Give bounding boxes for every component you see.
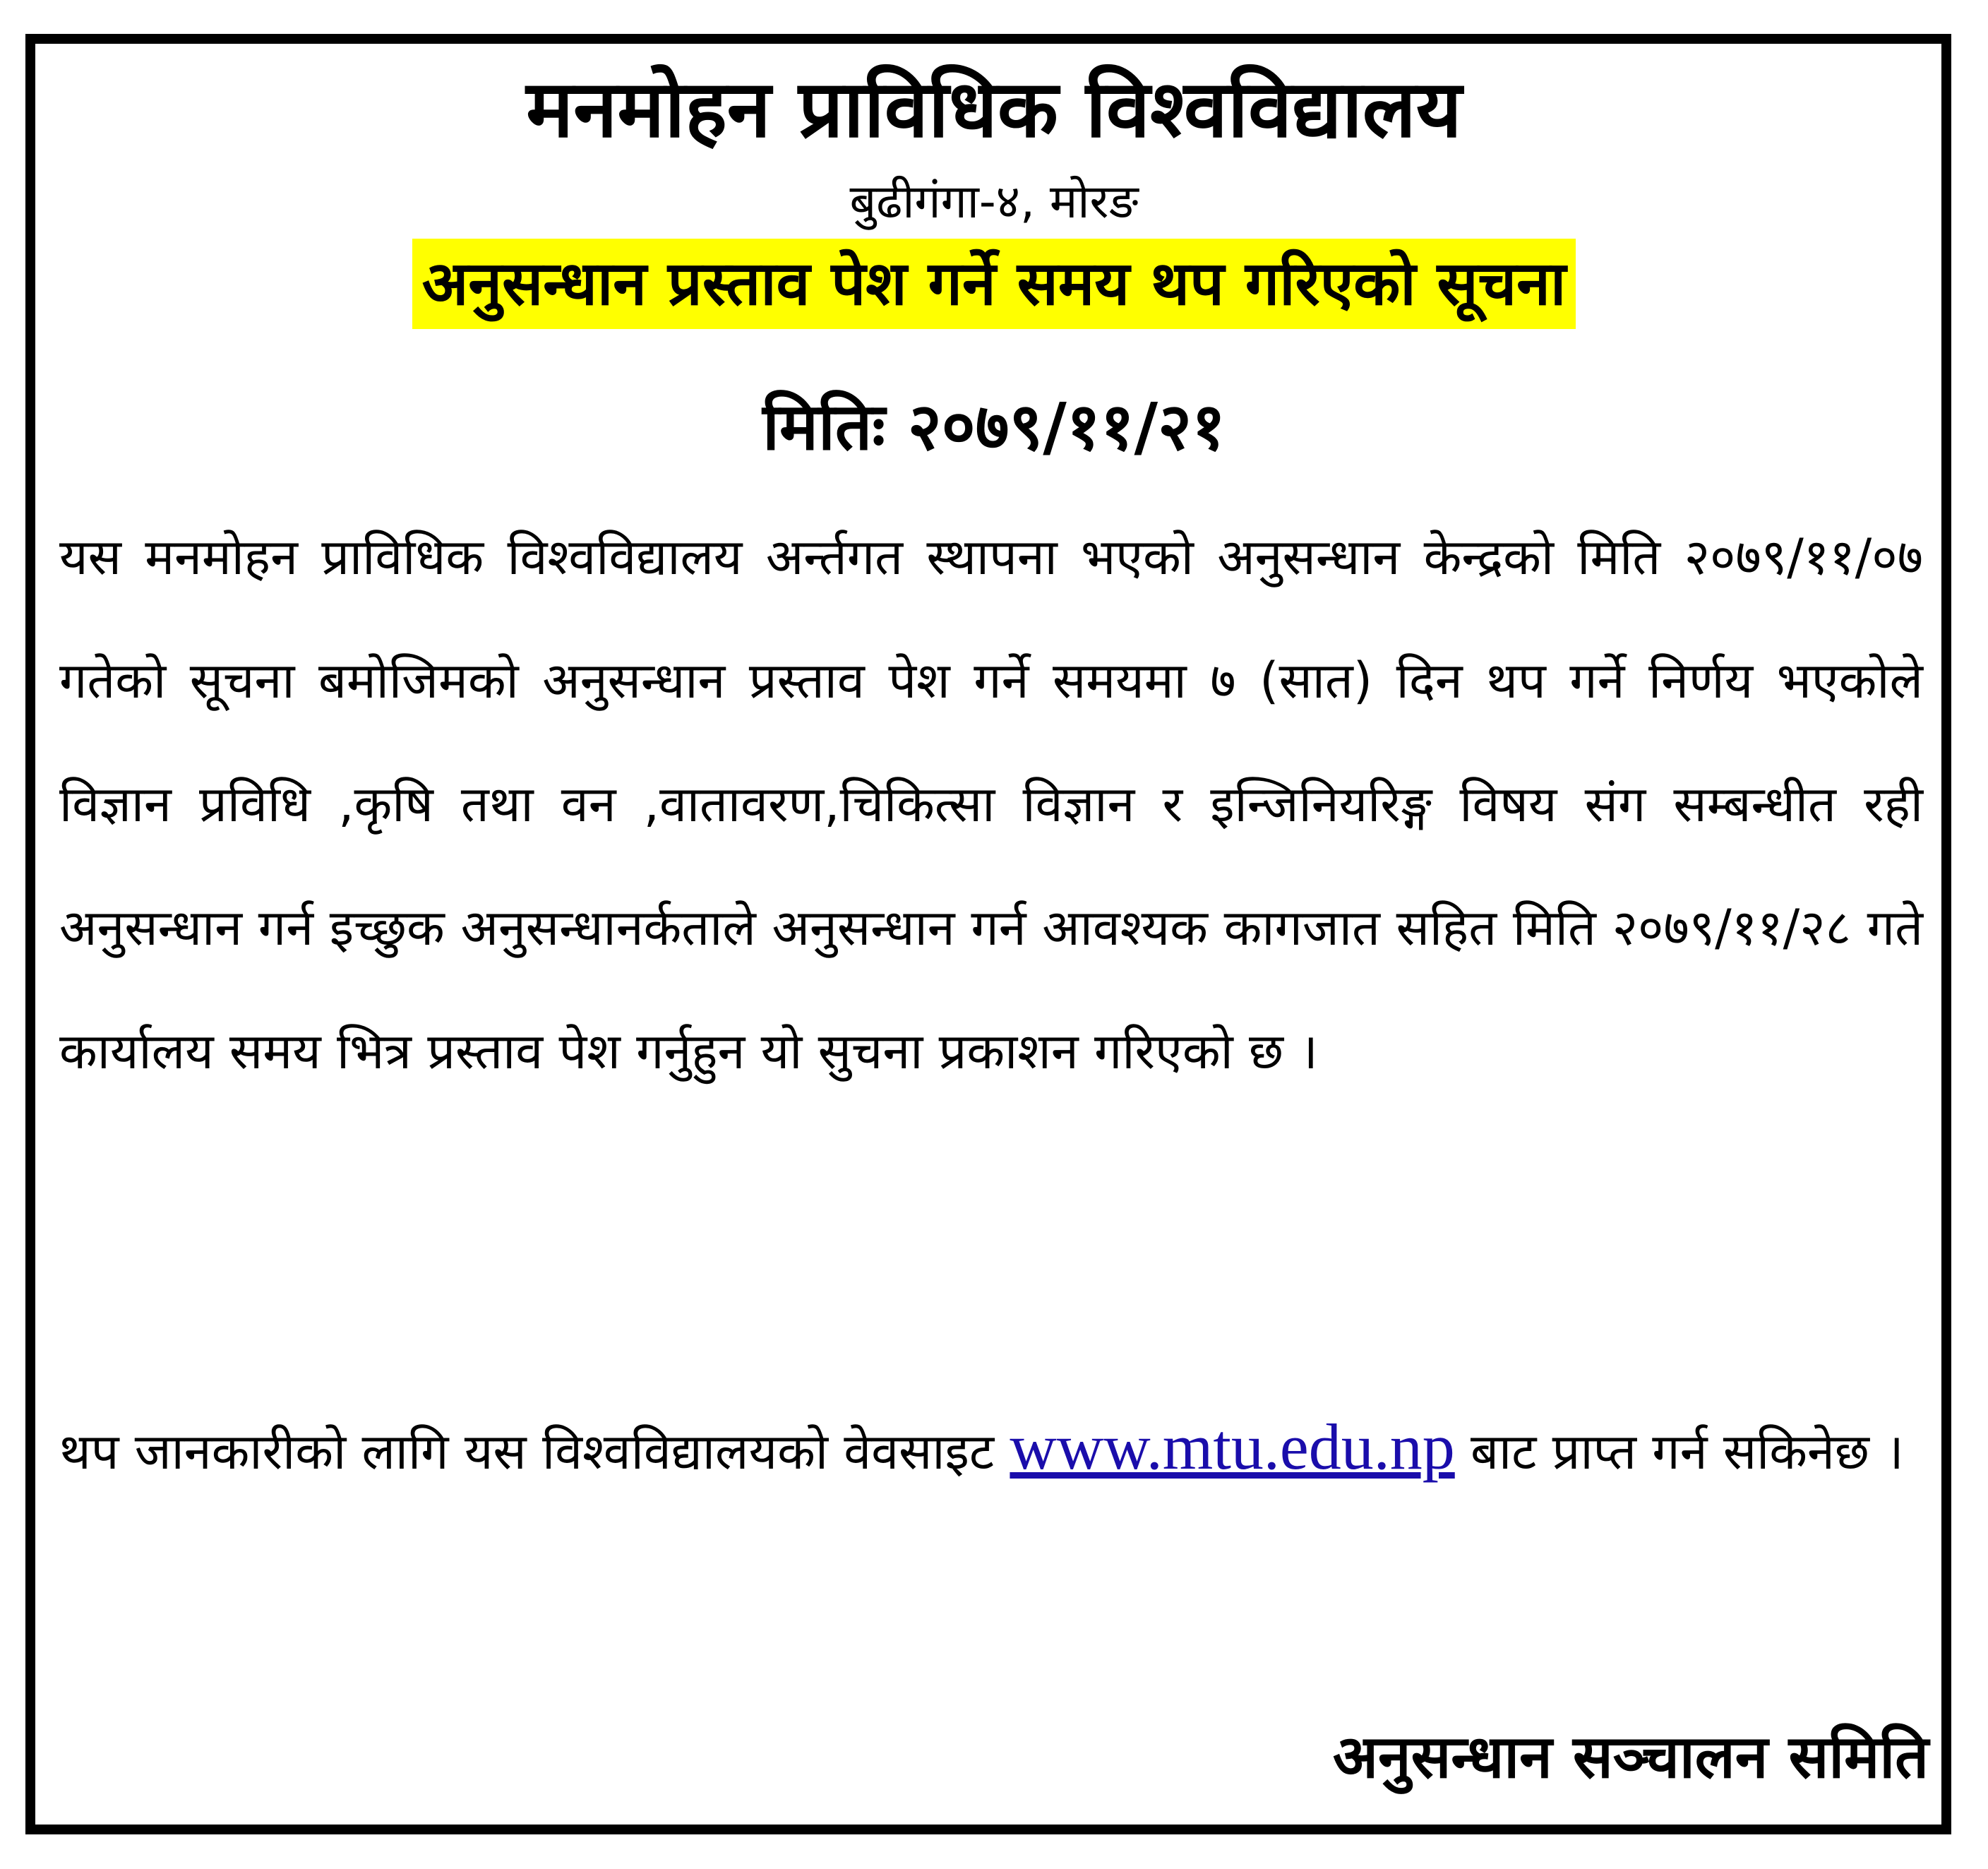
notice-body-paragraph: यस मनमोहन प्राविधिक विश्वविद्यालय अर्न्तगत स्थापना भएको अनुसन्धान केन्द्रको मिति २०७९/११/०७ गतेको सूचना बमोजिमको अनुसन्धान प्रस्ताव पेश गर्ने समयमा ७ (सात) दिन थप गर्ने निर्णय भएकोले विज्ञान प्रविधि ,कृषि तथा वन ,वातावरण,चिकित्सा विज्ञान र इन्जिनियरिङ्ग विषय संग सम्बन्धीत रही अनुसन्धान गर्न इच्छुक अनुसन्धानर्कताले अनुसन्धान गर्न आवश्यक कागजात सहित मिति २०७९/११/२८ गते कार्यालय समय भित्र प्रस्ताव पेश गर्नुहुन यो सुचना प्रकाशन गरिएको छ । xyxy=(59,528,1923,1080)
notice-title: अनुसन्धान प्रस्ताव पेश गर्ने समय थप गरिएको सूचना xyxy=(412,239,1576,329)
university-address: बुढीगंगा-४, मोरङ xyxy=(849,174,1139,229)
website-info-suffix: बाट प्राप्त गर्न सकिनेछ । xyxy=(1471,1423,1904,1481)
notice-date: मितिः २०७९/११/२१ xyxy=(762,389,1226,465)
website-info-prefix: थप जानकारीको लागि यस विश्वविद्यालयको वेवसाइट xyxy=(59,1423,995,1481)
notice-title-container xyxy=(35,239,1953,329)
website-link[interactable]: www.mtu.edu.np xyxy=(1010,1411,1455,1483)
university-name: मनमोहन प्राविधिक विश्वविद्यालय xyxy=(526,64,1462,155)
website-info-paragraph xyxy=(59,1385,1923,1514)
signature-committee: अनुसन्धान सञ्चालन समिति xyxy=(1332,1722,1929,1791)
